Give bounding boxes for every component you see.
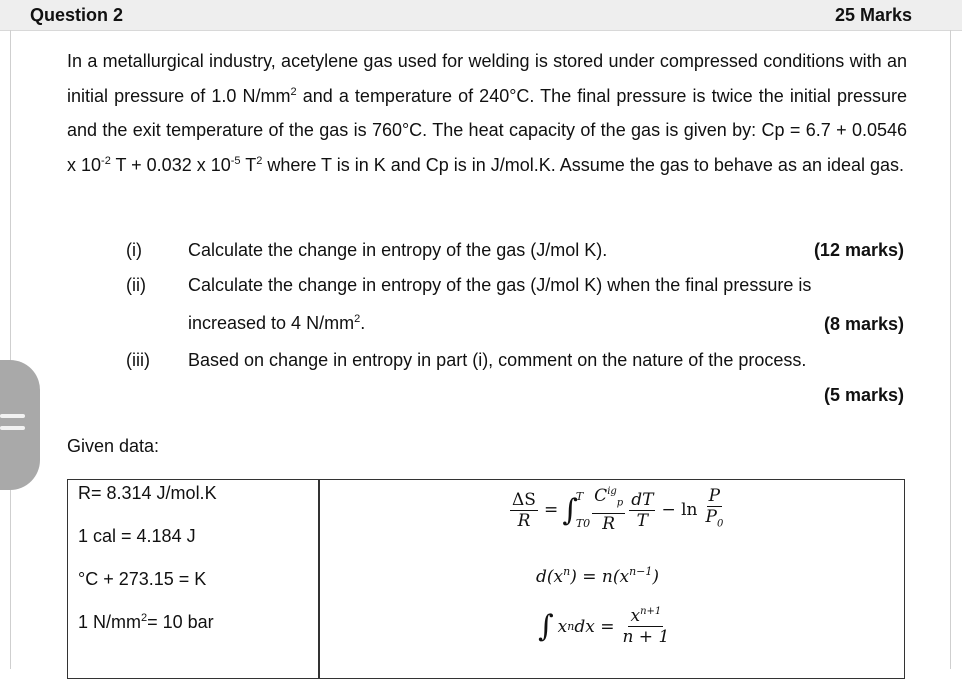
part-ii-text-continued: increased to 4 $N/mm^2$. bbox=[188, 313, 366, 333]
side-drawer-handle[interactable] bbox=[0, 360, 40, 490]
part-iii-number: (iii) bbox=[126, 350, 150, 370]
part-iii-text: Based on change in entropy in part (i), comment on the nature of the process. bbox=[188, 350, 807, 370]
part-i-number: (i) bbox=[126, 240, 142, 260]
part-i-text: Calculate the change in entropy of the gas (J/mol K). bbox=[188, 240, 608, 260]
derivative-rule: $d(x^n) = n(x^{n-1})$ bbox=[536, 565, 660, 587]
gas-constant: R= 8.314 J/mol.K bbox=[78, 483, 217, 503]
given-data-table bbox=[67, 479, 905, 679]
integral-sign: ∫ bbox=[538, 609, 554, 644]
handle-grip-line bbox=[0, 414, 25, 418]
question-header bbox=[0, 0, 962, 31]
calorie-conversion: 1 cal = 4.184 J bbox=[78, 526, 196, 546]
handle-grip-line bbox=[0, 426, 25, 430]
page-border-right bbox=[950, 30, 951, 669]
question-marks: 25 Marks bbox=[834, 5, 912, 25]
page-border-left bbox=[10, 30, 11, 669]
part-i-marks: (12 marks) bbox=[813, 240, 904, 260]
part-ii-marks: (8 marks) bbox=[823, 314, 904, 334]
kelvin-conversion: °C + 273.15 = K bbox=[78, 569, 207, 589]
part-ii-text: Calculate the change in entropy of the gas (J/mol K) when the final pressure is bbox=[188, 275, 812, 295]
integral-rule: ∫ x n dx = $\frac{x^{n+1}}{n + 1}$ bbox=[538, 606, 670, 647]
part-iii-marks: (5 marks) bbox=[823, 385, 904, 405]
table-divider bbox=[318, 480, 320, 678]
entropy-equation: $\frac{\Delta S}{R}$ = ∫ T T0 $\frac{C^{ig}_p}{R}$ $\frac{dT}{T}$ − ln $\frac{P}{P_0}$ bbox=[512, 486, 724, 535]
problem-statement: In a metallurgical industry, acetylene gas used for welding is stored under compressed conditions with an initial pressure of 1.0 $N/mm^2$ and a temperature of 240°C. The final pressure is twice the initial pressure and the exit temperature of the gas is 760°C. The heat capacity of the gas is given by: Cp = 6.7 + 0.0546 x $10^{-2}$ T + 0.032 x $10^{-5}$ $T^2$ where T is in K and Cp is in J/mol.K. Assume the gas to behave as an ideal gas. bbox=[67, 51, 908, 176]
integral-sign: ∫ bbox=[562, 492, 578, 528]
given-data-label: Given data: bbox=[67, 436, 160, 456]
question-title: Question 2 bbox=[30, 5, 124, 25]
part-ii-number: (ii) bbox=[126, 275, 146, 295]
pressure-conversion: 1 $N/mm^2= 10$ bar bbox=[78, 612, 214, 632]
